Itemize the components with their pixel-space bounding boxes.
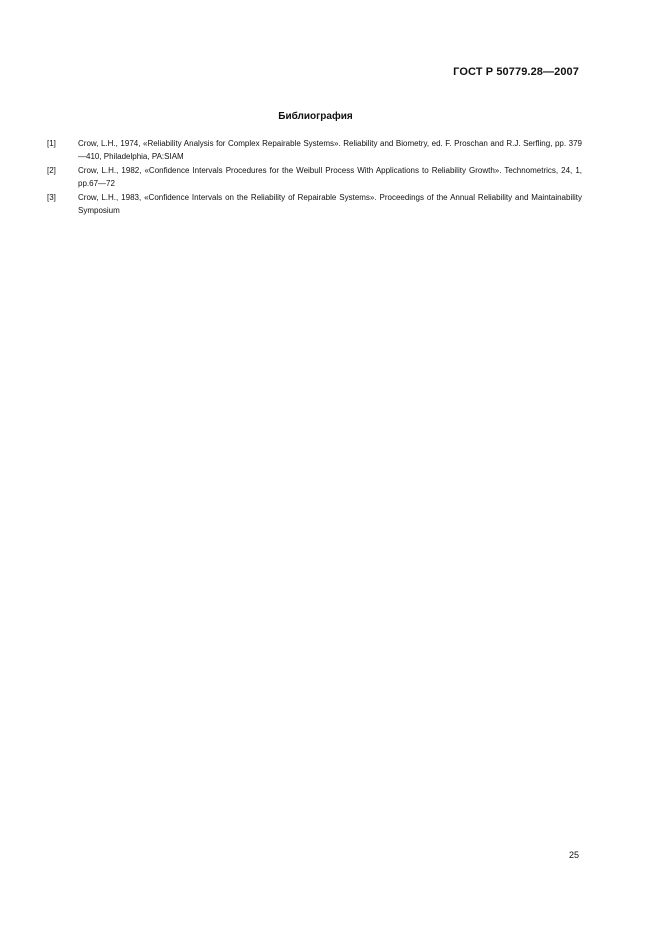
reference-text: Crow, L.H., 1974, «Reliability Analysis for Complex Repairable Systems». Reliability and Biometry, ed. F. Proschan and R.J. Serfling, pp. 379—410, Philadelphia, PA:SIAM	[78, 139, 582, 161]
bibliography-item	[47, 165, 582, 190]
reference-number: [1]	[47, 139, 56, 148]
bibliography-title: Библиография	[278, 111, 353, 122]
document-code: ГОСТ Р 50779.28—2007	[453, 66, 579, 78]
bibliography-item	[47, 192, 582, 217]
page-number: 25	[568, 850, 579, 860]
reference-number: [3]	[47, 193, 56, 202]
reference-text: Crow, L.H., 1983, «Confidence Intervals on the Reliability of Repairable Systems». Proceedings of the Annual Reliability and Maintainability Symposium	[78, 193, 582, 215]
bibliography-list	[47, 138, 582, 219]
reference-number: [2]	[47, 166, 56, 175]
reference-text: Crow, L.H., 1982, «Confidence Intervals Procedures for the Weibull Process With Applications to Reliability Growth». Technometrics, 24, 1, pp.67—72	[78, 166, 582, 188]
bibliography-item	[47, 138, 582, 163]
